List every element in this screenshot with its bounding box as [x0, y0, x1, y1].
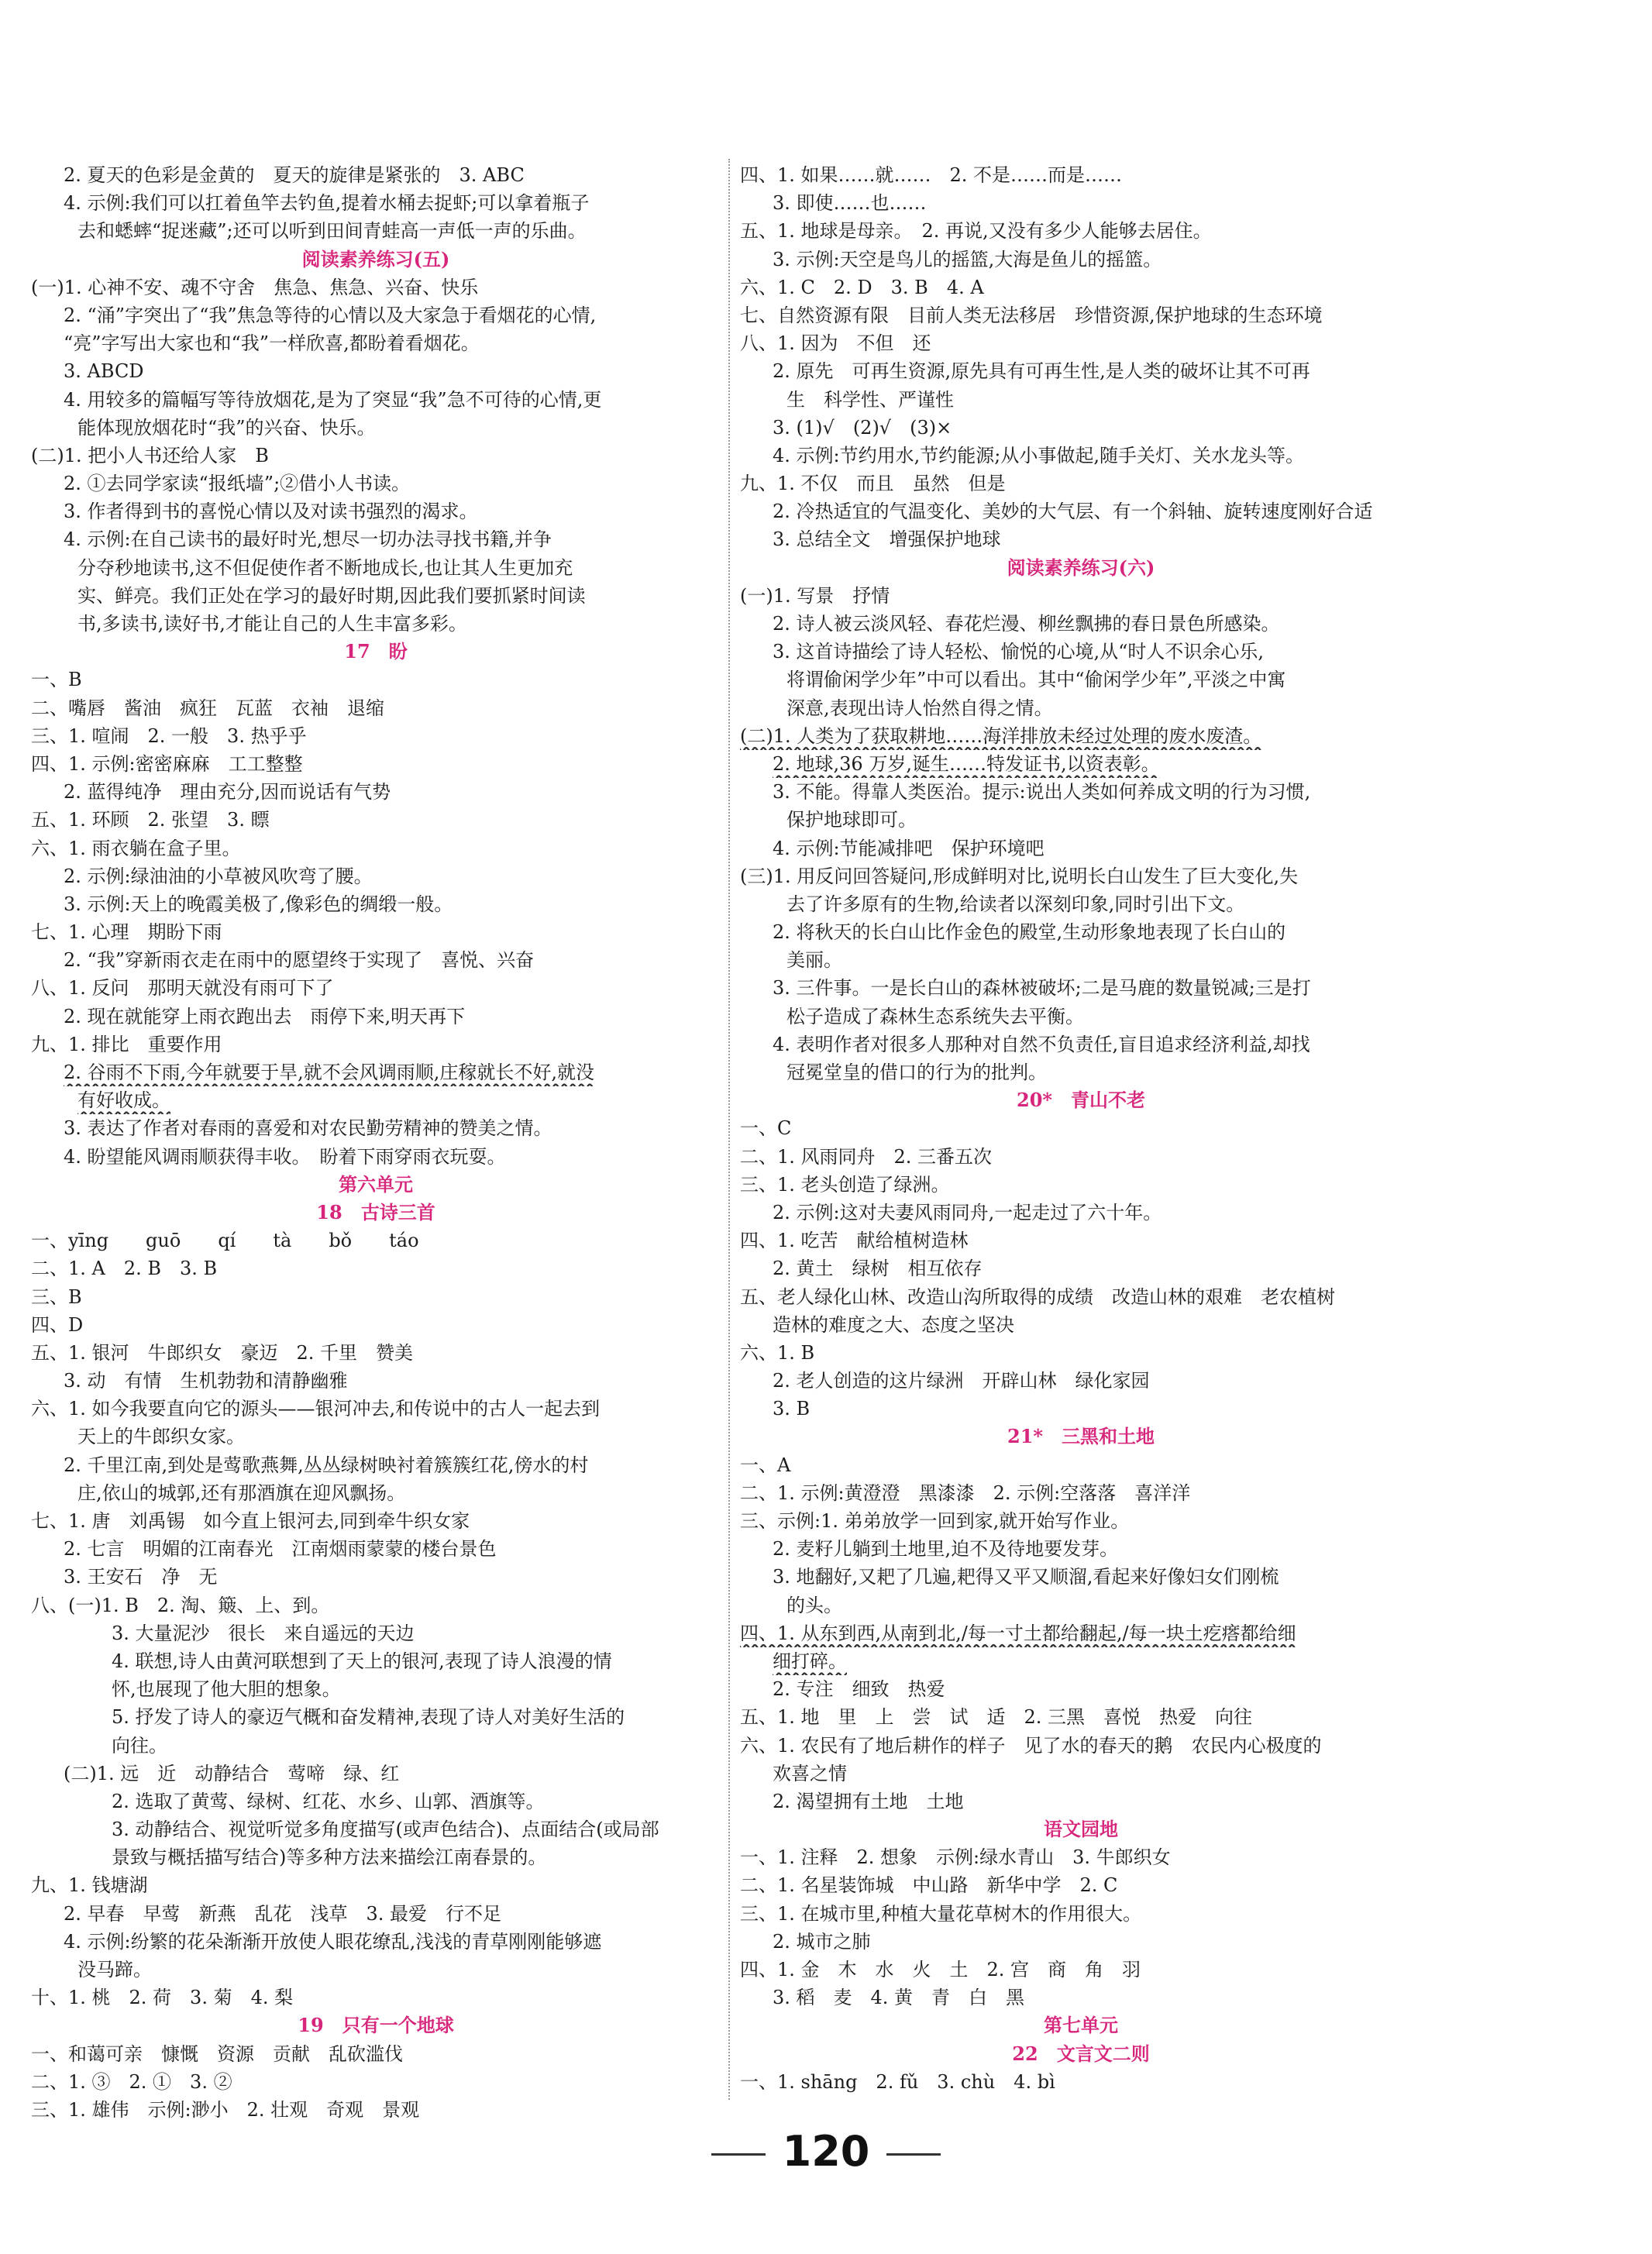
answer-line: 向往。 [112, 1734, 167, 1757]
answer-line: 七、1. 心理 期盼下雨 [31, 921, 222, 944]
answer-line: 3. B [773, 1398, 811, 1420]
answer-line: 八、(一)1. B 2. 淘、簸、上、到。 [31, 1594, 330, 1616]
answer-line: 2. 渴望拥有土地 土地 [773, 1790, 964, 1812]
answer-line: 深意,表现出诗人怡然自得之情。 [786, 697, 1053, 719]
answer-line: 3. 示例:天上的晚霞美极了,像彩色的绸缎一般。 [64, 893, 453, 915]
answer-line: 二、1. A 2. B 3. B [31, 1258, 218, 1280]
answer-line: 2. 夏天的色彩是金黄的 夏天的旋律是紧张的 3. ABC [64, 164, 525, 186]
answer-line: 分夺秒地读书,这不但促使作者不断地成长,也让其人生更加充 [77, 556, 573, 579]
answer-line: 2. 专注 细致 热爱 [773, 1678, 945, 1701]
answer-line: 保护地球即可。 [786, 809, 917, 831]
answer-line: 3. 即使……也…… [773, 192, 927, 215]
answer-line: 四、1. 吃苦 献给植树造林 [740, 1230, 969, 1252]
section-heading: 18 古诗三首 [316, 1200, 435, 1223]
answer-line: 四、1. 金 木 水 火 土 2. 宫 商 角 羽 [740, 1959, 1141, 1980]
answer-line: 庄,依山的城郭,还有那酒旗在迎风飘扬。 [77, 1481, 406, 1504]
answer-line: 4. 示例:在自己读书的最好时光,想尽一切办法寻找书籍,并争 [64, 528, 552, 551]
answer-line: 六、1. B [740, 1341, 815, 1364]
answer-line: 九、1. 钱塘湖 [31, 1874, 148, 1897]
answer-line: 三、1. 雄伟 示例:渺小 2. 壮观 奇观 景观 [31, 2098, 420, 2121]
answer-line: 六、1. 如今我要直向它的源头——银河冲去,和传说中的古人一起去到 [31, 1398, 601, 1420]
right-dash [886, 2153, 941, 2156]
answer-line: 2. 选取了黄莺、绿树、红花、水乡、山郭、酒旗等。 [112, 1790, 545, 1812]
answer-line: 2. “涌”字突出了“我”焦急等待的心情以及大家急于看烟花的心情, [64, 304, 597, 326]
answer-line: 三、B [31, 1285, 82, 1308]
answer-line: 有好收成。 [77, 1089, 170, 1112]
answer-line: (一)1. 写景 抒情 [740, 584, 890, 607]
section-heading: 阅读素养练习(五) [301, 247, 450, 270]
answer-line: 一、1. shāng 2. fǔ 3. chù 4. bì [740, 2070, 1055, 2093]
answer-line: 一、和蔼可亲 慷慨 资源 贡献 乱砍滥伐 [31, 2042, 403, 2065]
answer-line: 2. 城市之肺 [773, 1930, 871, 1953]
answer-line: 书,多读书,读好书,才能让自己的人生丰富多彩。 [77, 613, 467, 635]
answer-line: 景致与概括描写结合)等多种方法来描绘江南春景的。 [112, 1846, 547, 1869]
answer-line: 2. 冷热适宜的气温变化、美妙的大气层、有一个斜轴、旋转速度刚好合适 [773, 501, 1373, 523]
answer-line: 一、1. 注释 2. 想象 示例:绿水青山 3. 牛郎织女 [740, 1846, 1171, 1869]
answer-line: 3. 动静结合、视觉听觉多角度描写(或声色结合)、点面结合(或局部 [112, 1819, 659, 1841]
answer-line: 美丽。 [786, 949, 842, 972]
right-column [740, 161, 1422, 2096]
answer-line: 三、1. 喧闹 2. 一般 3. 热乎乎 [31, 724, 307, 747]
answer-line: 3. 示例:天空是鸟儿的摇篮,大海是鱼儿的摇篮。 [773, 248, 1162, 270]
answer-line: 2. 诗人被云淡风轻、春花烂漫、柳丝飘拂的春日景色所感染。 [773, 613, 1280, 635]
answer-line: 二、1. 风雨同舟 2. 三番五次 [740, 1145, 993, 1168]
answer-line: 4. 盼望能风调雨顺获得丰收。 盼着下雨穿雨衣玩耍。 [64, 1145, 506, 1168]
section-heading: 第七单元 [1044, 2014, 1118, 2037]
answer-line: 3. 稻 麦 4. 黄 青 白 黑 [773, 1987, 1025, 2009]
answer-line: 5. 抒发了诗人的豪迈气概和奋发精神,表现了诗人对美好生活的 [112, 1706, 625, 1729]
answer-line: 3. 这首诗描绘了诗人轻松、愉悦的心境,从“时人不识余心乐, [773, 641, 1265, 663]
answer-line: (二)1. 把小人书还给人家 B [31, 444, 269, 466]
answer-line: 4. 示例:我们可以扛着鱼竿去钓鱼,提着水桶去捉虾;可以拿着瓶子 [64, 192, 590, 215]
answer-line: 2. 原先 可再生资源,原先具有可再生性,是人类的破坏让其不可再 [773, 360, 1310, 383]
page-number-text: 120 [782, 2127, 870, 2176]
answer-line: 2. 早春 早莺 新燕 乱花 浅草 3. 最爱 行不足 [64, 1902, 502, 1925]
answer-line: 九、1. 排比 重要作用 [31, 1033, 222, 1055]
answer-line: 3. (1)√ (2)√ (3)× [773, 416, 952, 439]
answer-line: 四、1. 示例:密密麻麻 工工整整 [31, 752, 303, 775]
page-number [0, 2127, 1652, 2176]
answer-line: 3. 不能。得靠人类医治。提示:说出人类如何养成文明的行为习惯, [773, 781, 1311, 804]
answer-line: 3. 动 有情 生机勃勃和清静幽雅 [64, 1370, 348, 1392]
answer-line: 2. 七言 明媚的江南春光 江南烟雨蒙蒙的楼台景色 [64, 1538, 497, 1561]
answer-line: 八、1. 因为 不但 还 [740, 332, 931, 355]
answer-line: 五、1. 银河 牛郎织女 豪迈 2. 千里 赞美 [31, 1341, 414, 1364]
answer-line: 四、1. 如果……就…… 2. 不是……而是…… [740, 164, 1123, 186]
answer-line: 二、1. ③ 2. ① 3. ② [31, 2070, 232, 2093]
answer-line: 的头。 [786, 1594, 842, 1616]
answer-line: 2. 现在就能穿上雨衣跑出去 雨停下来,明天再下 [64, 1005, 466, 1027]
answer-line: 五、老人绿化山林、改造山沟所取得的成绩 改造山林的艰难 老农植树 [740, 1285, 1335, 1308]
answer-line: 去了许多原有的生物,给读者以深刻印象,同时引出下文。 [786, 893, 1245, 915]
answer-line: 三、示例:1. 弟弟放学一回到家,就开始写作业。 [740, 1510, 1130, 1532]
answer-line: 4. 示例:节约用水,节约能源;从小事做起,随手关灯、关水龙头等。 [773, 444, 1304, 466]
answer-line: 3. 总结全文 增强保护地球 [773, 528, 1001, 551]
answer-line: 九、1. 不仅 而且 虽然 但是 [740, 473, 1006, 495]
answer-line: 2. 示例:这对夫妻风雨同舟,一起走过了六十年。 [773, 1201, 1162, 1223]
answer-line: 一、C [740, 1117, 792, 1140]
answer-line: 3. 王安石 净 无 [64, 1566, 218, 1588]
left-column [31, 161, 721, 2124]
answer-line: 将谓偷闲学少年”中可以看出。其中“偷闲学少年”,平淡之中寓 [786, 669, 1286, 691]
answer-line: 八、1. 反问 那明天就没有雨可下了 [31, 977, 334, 1000]
answer-line: 3. 表达了作者对春雨的喜爱和对农民勤劳精神的赞美之情。 [64, 1117, 552, 1140]
answer-line: 2. 千里江南,到处是莺歌燕舞,丛丛绿树映衬着簇簇红花,傍水的村 [64, 1454, 589, 1476]
answer-line: 3. 作者得到书的喜悦心情以及对读书强烈的渴求。 [64, 501, 478, 523]
answer-line: 造林的难度之大、态度之坚决 [773, 1313, 1014, 1336]
answer-line: “亮”字写出大家也和“我”一样欣喜,都盼着看烟花。 [64, 332, 480, 355]
answer-line: 二、1. 名星装饰城 中山路 新华中学 2. C [740, 1874, 1118, 1897]
answer-line: 3. 三件事。一是长白山的森林被破坏;二是马鹿的数量锐减;三是打 [773, 977, 1311, 1000]
left-dash [711, 2153, 766, 2156]
answer-line: 3. 地翻好,又耙了几遍,耙得又平又顺溜,看起来好像妇女们刚梳 [773, 1566, 1279, 1588]
answer-line: 三、1. 老头创造了绿洲。 [740, 1173, 950, 1196]
answer-line: 4. 示例:纷繁的花朵渐渐开放使人眼花缭乱,浅浅的青草刚刚能够遮 [64, 1930, 602, 1953]
answer-line: 3. 大量泥沙 很长 来自遥远的天边 [112, 1622, 415, 1644]
answer-line: 2. 地球,36 万岁,诞生……特发证书,以资表彰。 [773, 752, 1160, 775]
section-heading: 20* 青山不老 [1017, 1089, 1145, 1112]
answer-line: 一、A [740, 1454, 791, 1476]
answer-line: 4. 联想,诗人由黄河联想到了天上的银河,表现了诗人浪漫的情 [112, 1650, 612, 1672]
answer-line: 3. ABCD [64, 360, 144, 383]
answer-line: 没马蹄。 [77, 1959, 152, 1980]
answer-line: 怀,也展现了他大胆的想象。 [112, 1678, 341, 1701]
answer-line: (二)1. 远 近 动静结合 莺啼 绿、红 [64, 1762, 400, 1784]
answer-line: 二、嘴唇 酱油 疯狂 瓦蓝 衣袖 退缩 [31, 697, 384, 719]
answer-line: 冠冕堂皇的借口的行为的批判。 [786, 1062, 1047, 1083]
answer-line: 天上的牛郎织女家。 [77, 1426, 245, 1448]
answer-line: 2. “我”穿新雨衣走在雨中的愿望终于实现了 喜悦、兴奋 [64, 949, 535, 972]
section-heading: 19 只有一个地球 [298, 2014, 454, 2037]
answer-line: 欢喜之情 [773, 1762, 847, 1784]
answer-line: 4. 示例:节能减排吧 保护环境吧 [773, 837, 1045, 859]
answer-line: 实、鲜亮。我们正处在学习的最好时期,因此我们要抓紧时间读 [77, 584, 586, 607]
answer-line: 五、1. 环顾 2. 张望 3. 瞟 [31, 809, 270, 831]
answer-line: 2. 蓝得纯净 理由充分,因而说话有气势 [64, 781, 391, 804]
section-heading: 17 盼 [344, 640, 408, 663]
answer-line: 2. 老人创造的这片绿洲 开辟山林 绿化家园 [773, 1370, 1150, 1392]
answer-line: 松子造成了森林生态系统失去平衡。 [786, 1005, 1084, 1027]
answer-line: 2. 谷雨不下雨,今年就要于旱,就不会风调雨顺,庄稼就长不好,就没 [64, 1062, 595, 1083]
answer-line: 四、1. 从东到西,从南到北,/每一寸土都给翻起,/每一块土疙瘩都给细 [740, 1622, 1296, 1644]
section-heading: 21* 三黑和土地 [1007, 1425, 1155, 1448]
answer-line: 去和蟋蟀“捉迷藏”;还可以听到田间青蛙高一声低一声的乐曲。 [77, 220, 587, 243]
answer-line: 一、yīng guō qí tà bǒ táo [31, 1230, 419, 1252]
section-heading: 22 文言文二则 [1012, 2042, 1150, 2065]
answer-line: 细打碎。 [773, 1650, 847, 1672]
answer-line: 4. 用较多的篇幅写等待放烟花,是为了突显“我”急不可待的心情,更 [64, 388, 602, 411]
answer-line: 2. 黄土 绿树 相互依存 [773, 1258, 983, 1280]
column-divider [728, 159, 730, 2100]
answer-line: (一)1. 心神不安、魂不守舍 焦急、焦急、兴奋、快乐 [31, 276, 479, 298]
answer-line: 2. 示例:绿油油的小草被风吹弯了腰。 [64, 865, 373, 887]
answer-line: 2. ①去同学家读“报纸墙”;②借小人书读。 [64, 473, 411, 495]
answer-line: (三)1. 用反问回答疑问,形成鲜明对比,说明长白山发生了巨大变化,失 [740, 865, 1299, 887]
section-heading: 阅读素养练习(六) [1007, 556, 1155, 579]
answer-line: 4. 表明作者对很多人那种对自然不负责任,盲目追求经济利益,却找 [773, 1033, 1310, 1055]
answer-line: 七、1. 唐 刘禹锡 如今直上银河去,同到牵牛织女家 [31, 1510, 470, 1532]
answer-line: 能体现放烟花时“我”的兴奋、快乐。 [77, 416, 376, 439]
answer-line: 一、B [31, 669, 82, 691]
answer-line: 四、D [31, 1313, 84, 1336]
section-heading: 语文园地 [1044, 1818, 1118, 1841]
answer-line: 五、1. 地球是母亲。 2. 再说,又没有多少人能够去居住。 [740, 220, 1212, 243]
answer-line: 六、1. 雨衣躺在盒子里。 [31, 837, 241, 859]
answer-line: (二)1. 人类为了获取耕地……海洋排放未经过处理的废水废渣。 [740, 724, 1262, 747]
answer-line: 2. 将秋天的长白山比作金色的殿堂,生动形象地表现了长白山的 [773, 921, 1286, 944]
answer-line: 生 科学性、严谨性 [786, 388, 954, 411]
answer-line: 二、1. 示例:黄澄澄 黑漆漆 2. 示例:空落落 喜洋洋 [740, 1481, 1191, 1504]
answer-line: 七、自然资源有限 目前人类无法移居 珍惜资源,保护地球的生态环境 [740, 304, 1323, 326]
answer-line: 2. 麦籽儿躺到土地里,迫不及待地要发芽。 [773, 1538, 1119, 1561]
answer-line: 十、1. 桃 2. 荷 3. 菊 4. 梨 [31, 1987, 294, 2009]
answer-line: 六、1. 农民有了地后耕作的样子 见了水的春天的鹅 农民内心极度的 [740, 1734, 1322, 1757]
answer-line: 五、1. 地 里 上 尝 试 适 2. 三黑 喜悦 热爱 向往 [740, 1706, 1253, 1729]
answer-line: 六、1. C 2. D 3. B 4. A [740, 276, 984, 298]
answer-line: 三、1. 在城市里,种植大量花草树木的作用很大。 [740, 1902, 1142, 1925]
section-heading: 第六单元 [339, 1172, 413, 1196]
